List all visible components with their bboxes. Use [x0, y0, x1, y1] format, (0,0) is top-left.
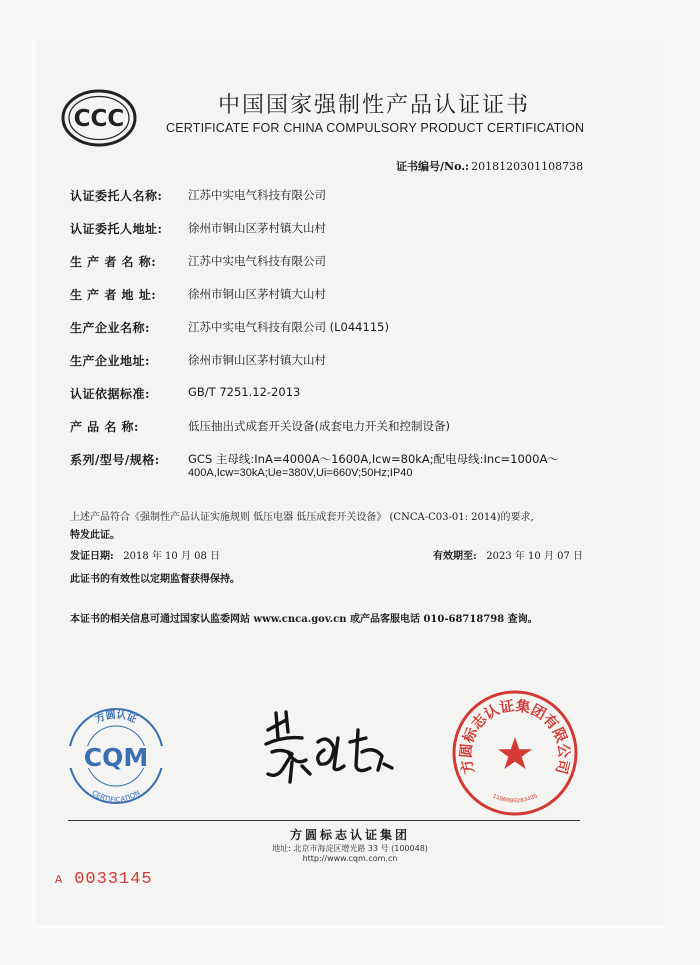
validity-note: 此证书的有效性以定期监督获得保持。 — [70, 574, 240, 585]
field-row — [70, 319, 389, 336]
field-label: 认证依据标准: — [70, 387, 150, 401]
star-icon — [498, 737, 532, 769]
organization-address: 地址: 北京市海淀区增光路 33 号 (100048) — [272, 844, 428, 853]
issue-date-value: 2018 年 10 月 08 日 — [123, 551, 221, 562]
signature — [262, 708, 402, 788]
ccc-logo — [60, 88, 138, 148]
cqm-bottom-text: CERTIFICATION — [90, 788, 142, 805]
field-row — [70, 451, 559, 468]
cert-no-label: 证书编号/No.: — [396, 160, 470, 173]
certificate-number — [396, 158, 583, 174]
field-row — [70, 418, 450, 435]
issue-statement: 特发此证。 — [70, 530, 120, 541]
field-row — [70, 253, 326, 270]
serial-prefix: A — [55, 873, 63, 887]
field-value: 徐州市铜山区茅村镇大山村 — [188, 221, 326, 235]
field-row — [70, 352, 326, 369]
seal-text: 方圆标志认证集团有限公司 — [458, 698, 572, 776]
ccc-logo-text: CCC — [73, 106, 125, 132]
svg-text:方圆认证 — [93, 708, 139, 726]
field-row — [70, 220, 326, 237]
serial-value: 0033145 — [74, 870, 153, 889]
cqm-logo — [64, 706, 168, 806]
title-english: CERTIFICATE FOR CHINA COMPULSORY PRODUCT CERTIFICATION — [166, 121, 585, 135]
field-row — [70, 187, 326, 204]
field-value: 徐州市铜山区茅村镇大山村 — [188, 353, 326, 367]
svg-text:CERTIFICATION — [90, 789, 141, 804]
cert-no-value: 2018120301108738 — [471, 160, 584, 173]
cqm-main-text: CQM — [83, 743, 149, 772]
field-value: 徐州市铜山区茅村镇大山村 — [188, 287, 326, 301]
valid-until-value: 2023 年 10 月 07 日 — [486, 551, 584, 562]
seal-number: 1100000283435 — [491, 792, 539, 805]
field-row — [70, 286, 326, 303]
field-value: GB/T 7251.12-2013 — [188, 385, 301, 399]
field-label: 认证委托人地址: — [70, 222, 163, 236]
issue-date-label: 发证日期: — [70, 551, 114, 562]
cqm-top-text: 方圆认证 — [93, 709, 139, 726]
valid-until — [433, 547, 583, 562]
organization-website: http://www.cqm.com.cn — [302, 854, 398, 863]
field-label: 产 品 名 称: — [70, 420, 139, 434]
valid-until-label: 有效期至: — [433, 551, 477, 562]
red-seal — [451, 689, 579, 817]
field-label: 认证委托人名称: — [70, 189, 163, 203]
footer-divider — [68, 820, 580, 821]
query-note: 本证书的相关信息可通过国家认监委网站 www.cnca.gov.cn 或产品客服电话 010-68718798 查询。 — [70, 614, 538, 625]
serial-number — [55, 870, 153, 889]
issuing-organization: 方圆标志认证集团 — [289, 828, 410, 842]
spec-continuation: 400A,Icw=30kA;Ue=380V,Ui=660V;50Hz;IP40 — [188, 467, 413, 479]
field-row — [70, 385, 300, 402]
field-label: 生产企业名称: — [70, 321, 150, 335]
field-value: GCS 主母线:InA=4000A～1600A,Icw=80kA;配电母线:Inc=1000A～ — [188, 452, 559, 466]
field-value: 低压抽出式成套开关设备(成套电力开关和控制设备) — [188, 419, 450, 433]
field-label: 生 产 者 地 址: — [70, 288, 157, 302]
field-value: 江苏中实电气科技有限公司 — [188, 254, 326, 268]
conformity-statement: 上述产品符合《强制性产品认证实施规则 低压电器 低压成套开关设备》 (CNCA-C03-01: 2014)的要求, — [70, 512, 534, 523]
field-value: 江苏中实电气科技有限公司 — [188, 188, 326, 202]
field-label: 生产企业地址: — [70, 354, 150, 368]
svg-text:1100000283435 — [491, 792, 538, 804]
field-label: 系列/型号/规格: — [70, 453, 160, 467]
issue-date — [70, 547, 220, 562]
field-value: 江苏中实电气科技有限公司 (L044115) — [188, 320, 389, 334]
field-label: 生 产 者 名 称: — [70, 255, 157, 269]
title-chinese: 中国国家强制性产品认证证书 — [218, 93, 531, 118]
